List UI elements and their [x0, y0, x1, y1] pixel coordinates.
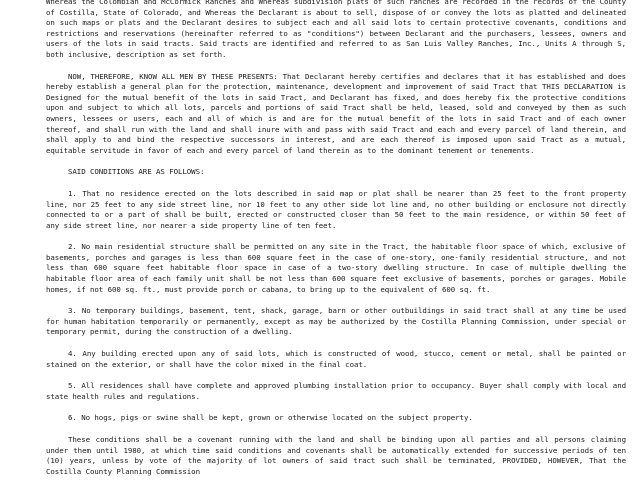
condition-1: 1. That no residence erected on the lots described in said map or plat shall be nearer than 25 feet to the front property line, nor 25 feet to any side street line, nor 10 feet to any other side lot line and, no other building or enclosure not directly connected to or a part of shall be built, erected or constructed closer than 50 feet to the main residence, or within 50 feet of any side street line, nor nearer a side property line of ten feet.: [46, 188, 626, 230]
condition-3: 3. No temporary buildings, basement, tent, shack, garage, barn or other outbuildings in said tract shall at any time be used for human habitation temporarily or permanently, except as may be authorized by the Costilla Planning Commission, under special or temporary permit, during the construction of a dwelling.: [46, 306, 626, 337]
intro-paragraph: Whereas the Colombian and McCormick Ranches and Whereas subdivision plats of such ranches are recorded in the records of the County of Costilla, State of Colorado, and Whereas the Declarant is about to sell, dispose of or convey the lots as platted and delineated on such maps or plats and the Declarant desires to subject each and all said lots to certain protective covenants, conditions and restrictions and reservations (hereinafter referred to as "conditions") between Declarant and the purchasers, lessees, owners and users of the lots in said tracts. Said tracts are identified and referred to as San Luis Valley Ranches, Inc., Units A through S, both inclusive, description as set forth.: [46, 0, 626, 59]
condition-4: 4. Any building erected upon any of said lots, which is constructed of wood, stucco, cement or metal, shall be painted or stained on the exterior, or shall have the color mixed in the final coat.: [46, 349, 626, 369]
condition-6: 6. No hogs, pigs or swine shall be kept, grown or otherwise located on the subject property.: [68, 413, 473, 423]
condition-2: 2. No main residential structure shall be permitted on any site in the Tract, the habitable floor space of which, exclusive of basements, porches and garages is less than 600 square feet in the case of one-story, one-family residential structure, and not less than 600 square feet habitable floor space in case of a two-story dwelling structure. In case of multiple dwelling the habitable floor area of each family unit shall be not less than 600 square feet exclusive of basements, porches or garages. Mobile homes, if not 600 sq. ft., must provide porch or cabana, to bring up to the equivalent of 600 sq. ft.: [46, 242, 626, 294]
closing-paragraph: These conditions shall be a covenant running with the land and shall be binding upon all parties and all persons claiming under them until 1980, at which time said conditions and covenants shall be automatically extended for successive periods of ten (10) years, unless by vote of the majority of lot owners of said tract such shall be terminated, PROVIDED, HOWEVER, That the Costilla County Planning Commission: [46, 435, 626, 476]
now-therefore-paragraph: NOW, THEREFORE, KNOW ALL MEN BY THESE PRESENTS: That Declarant hereby certifies and declares that it has established and does hereby establish a general plan for the protection, maintenance, development and improvement of said Tract that THIS DECLARATION is Designed for the mutual benefit of the lots in said Tract, and Declarant has fixed, and does hereby fix the protective conditions upon and subject to which all lots, parcels and portions of said Tract shall be held, leased, sold and conveyed by them as such owners, lessees or users, each and all of which is and are for the mutual benefit of the lots in said Tract and of each owner thereof, and shall run with the land and shall inure with and pass with said Tract and each and every parcel of land therein, and shall apply to and bind the respective successors in interest, and are each thereof is imposed upon said Tract as a mutual, equitable servitude in favor of each and every parcel of land therein as to the dominant tenement or tenements.: [46, 71, 626, 155]
condition-5: 5. All residences shall have complete and approved plumbing installation prior to occupancy. Buyer shall comply with local and state health rules and regulations.: [46, 381, 626, 401]
conditions-heading: SAID CONDITIONS ARE AS FOLLOWS:: [68, 167, 205, 177]
